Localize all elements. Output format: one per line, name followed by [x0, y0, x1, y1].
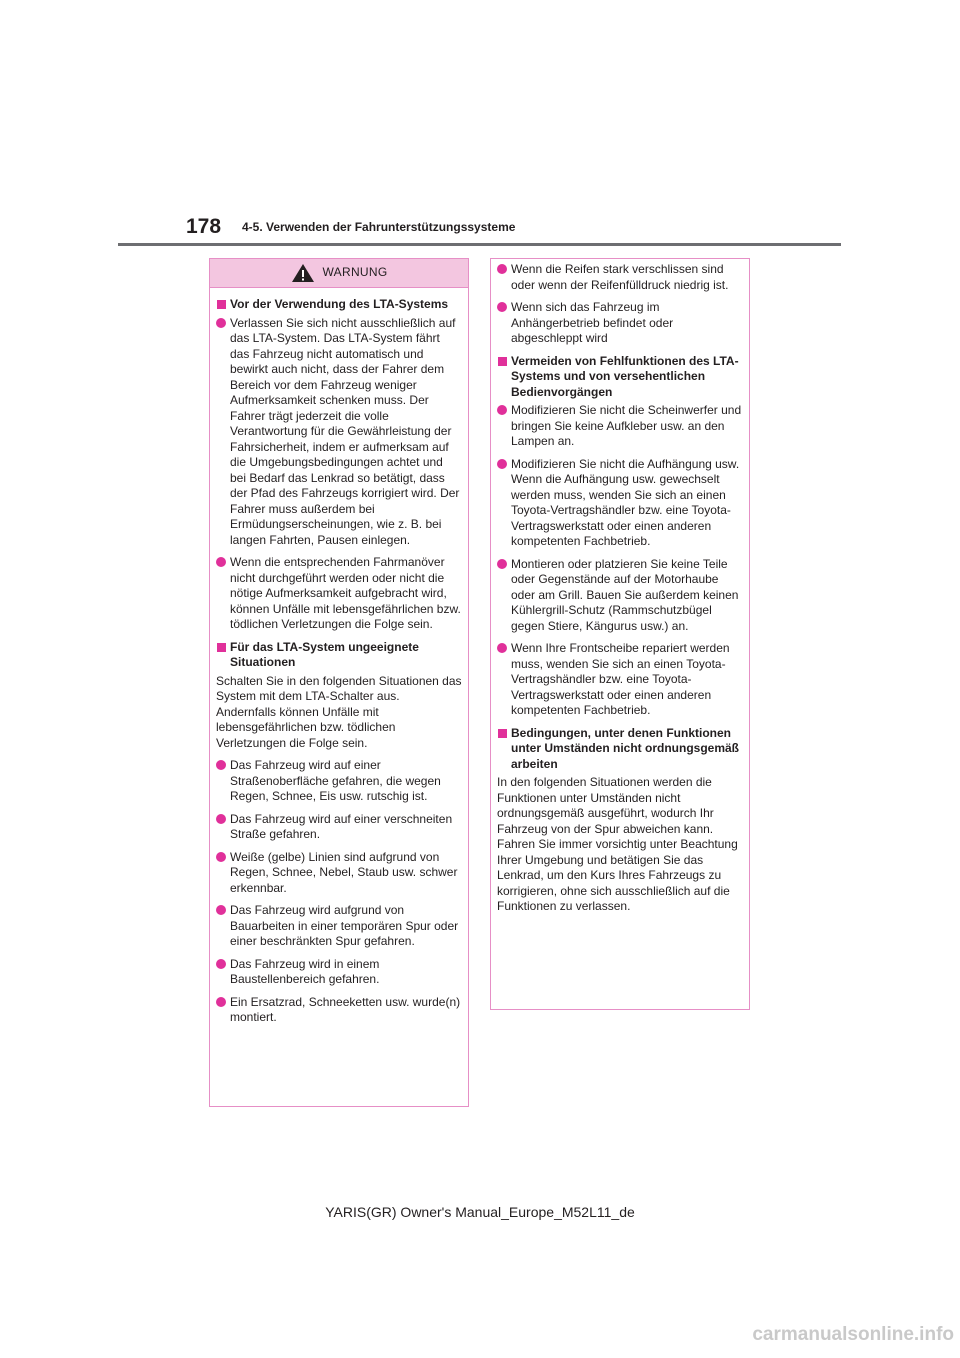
round-bullet-icon	[216, 318, 226, 328]
paragraph-text: In den folgenden Situationen werden die Funktionen unter Umständen nicht ordnungsgemäß ausgeführt, wodurch Ihr Fahrzeug von der Spur abweichen kann. Fahren Sie immer vorsichtig unter Beachtung Ihrer Umgebung und betätigen Sie das Lenkrad, um den Kurs Ihres Fahrzeugs zu korrigieren, ohne sich ausschließlich auf die Funktionen zu verlassen.	[497, 775, 738, 913]
round-bullet-icon	[497, 302, 507, 312]
bullet-text: Weiße (gelbe) Linien sind aufgrund von Regen, Schnee, Nebel, Staub usw. schwer erkennbar.	[230, 849, 458, 895]
round-bullet-icon	[216, 905, 226, 915]
bullet-item	[216, 812, 462, 843]
bullet-text: Wenn die Reifen stark verschlissen sind oder wenn der Reifenfülldruck niedrig ist.	[511, 262, 729, 292]
bullet-item	[216, 316, 462, 549]
round-bullet-icon	[216, 852, 226, 862]
bullet-text: Modifizieren Sie nicht die Scheinwerfer und bringen Sie keine Aufkleber usw. an den Lampen an.	[511, 403, 742, 448]
round-bullet-icon	[216, 814, 226, 824]
bullet-item	[497, 557, 743, 635]
section-heading	[216, 297, 462, 313]
heading-text: Vermeiden von Fehlfunktionen des LTA-Systems und von versehentlichen Bedienvorgängen	[511, 353, 739, 399]
round-bullet-icon	[497, 459, 507, 469]
paragraph	[216, 674, 462, 752]
warning-box-right	[490, 258, 750, 1010]
round-bullet-icon	[497, 264, 507, 274]
bullet-item	[216, 555, 462, 633]
heading-text: Für das LTA-System ungeeignete Situationen	[230, 639, 419, 669]
round-bullet-icon	[216, 760, 226, 770]
round-bullet-icon	[497, 643, 507, 653]
bullet-item	[216, 850, 462, 897]
section-title: 4-5. Verwenden der Fahrunterstützungssysteme	[242, 220, 516, 234]
bullet-item	[216, 995, 462, 1026]
section-heading	[497, 354, 743, 401]
bullet-text: Ein Ersatzrad, Schneeketten usw. wurde(n) montiert.	[230, 994, 461, 1024]
warning-triangle-icon	[291, 263, 315, 283]
bullet-text: Wenn die entsprechenden Fahrmanöver nicht durchgeführt werden oder nicht die nötige Aufmerksamkeit aufgebracht wird, können Unfälle mit lebensgefährlichen bzw. tödlichen Verletzungen die Folge sein.	[230, 555, 461, 631]
warning-box-left	[209, 258, 469, 1107]
heading-text: Bedingungen, unter denen Funktionen unter Umständen nicht ordnungsgemäß arbeiten	[511, 725, 740, 771]
page-number: 178	[186, 215, 222, 238]
square-bullet-icon	[217, 300, 226, 309]
square-bullet-icon	[498, 729, 507, 738]
bullet-item	[497, 300, 743, 347]
bullet-text: Verlassen Sie sich nicht ausschließlich auf das LTA-System. Das LTA-System fährt das Fahrzeug nicht automatisch und bewirkt auch nicht, dass der Fahrer dem Bereich vor dem Fahrzeug weniger Aufmerksamkeit schenken muss. Der Fahrer trägt jederzeit die volle Verantwortung für die Gewährleistung der Fahrsicherheit, indem er aufmerksam auf die Umgebungsbedingungen achtet und bei Bedarf das Lenkrad so betätigt, dass der Pfad des Fahrzeugs korrigiert wird. Der Fahrer muss außerdem bei Ermüdungserscheinungen, wie z. B. bei langen Fahrten, Pausen einlegen.	[230, 315, 460, 547]
watermark: carmanualsonline.info	[752, 1324, 954, 1345]
bullet-item	[216, 957, 462, 988]
bullet-item	[497, 403, 743, 450]
paragraph	[497, 775, 743, 915]
round-bullet-icon	[497, 405, 507, 415]
paragraph-text: Schalten Sie in den folgenden Situationen das System mit dem LTA-Schalter aus. Andernfalls können Unfälle mit lebensgefährlichen bzw. tödlichen Verletzungen die Folge sein.	[216, 673, 462, 750]
right-column-content	[491, 259, 749, 915]
warning-header	[210, 259, 468, 288]
heading-text: Vor der Verwendung des LTA-Systems	[230, 297, 449, 311]
section-heading	[497, 726, 743, 773]
round-bullet-icon	[497, 559, 507, 569]
bullet-text: Das Fahrzeug wird auf einer Straßenoberfläche gefahren, die wegen Regen, Schnee, Eis usw. rutschig ist.	[230, 758, 441, 803]
round-bullet-icon	[216, 959, 226, 969]
bullet-text: Das Fahrzeug wird auf einer verschneiten Straße gefahren.	[230, 811, 453, 841]
left-column-content	[210, 288, 468, 1026]
bullet-text: Wenn sich das Fahrzeug im Anhängerbetrieb befindet oder abgeschleppt wird	[511, 300, 674, 345]
bullet-text: Modifizieren Sie nicht die Aufhängung usw. Wenn die Aufhängung usw. gewechselt werden muss, wenden Sie sich an einen Toyota-Vertragshändler bzw. eine Toyota-Vertragswerkstatt oder einen anderen kompetenten Fachbetrieb.	[511, 456, 740, 548]
warning-title: WARNUNG	[322, 265, 388, 280]
footer-text: YARIS(GR) Owner's Manual_Europe_M52L11_de	[325, 1204, 635, 1220]
bullet-item	[216, 903, 462, 950]
round-bullet-icon	[216, 997, 226, 1007]
bullet-text: Montieren oder platzieren Sie keine Teile oder Gegenstände auf der Motorhaube oder am Grill. Bauen Sie außerdem keinen Kühlergrill-Schutz (Rammschutzbügel gegen Stiere, Kängurus usw.) an.	[511, 556, 739, 633]
section-heading	[216, 640, 462, 671]
bullet-text: Wenn Ihre Frontscheibe repariert werden muss, wenden Sie sich an einen Toyota-Vertragshändler bzw. eine Toyota-Vertragswerkstatt oder einen anderen kompetenten Fachbetrieb.	[511, 641, 730, 717]
bullet-item	[497, 262, 743, 293]
bullet-text: Das Fahrzeug wird aufgrund von Bauarbeiten in einer temporären Spur oder einer beschränkten Spur gefahren.	[230, 903, 459, 948]
header-rule	[118, 243, 841, 246]
square-bullet-icon	[217, 643, 226, 652]
bullet-item	[497, 641, 743, 719]
square-bullet-icon	[498, 357, 507, 366]
bullet-item	[216, 758, 462, 805]
bullet-item	[497, 457, 743, 550]
round-bullet-icon	[216, 557, 226, 567]
bullet-text: Das Fahrzeug wird in einem Baustellenbereich gefahren.	[230, 956, 380, 986]
